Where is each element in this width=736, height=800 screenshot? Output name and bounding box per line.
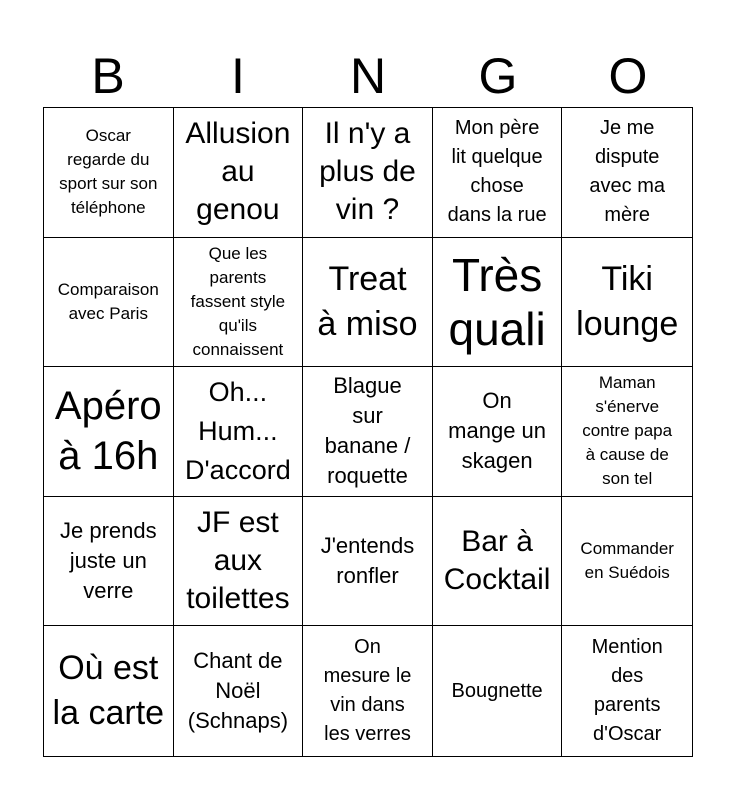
- bingo-cell[interactable]: [303, 626, 433, 756]
- cell-text: Oh... Hum... D'accord: [185, 376, 291, 485]
- cell-text: JF est aux toilettes: [186, 506, 290, 616]
- header-letter-b: B: [91, 48, 125, 104]
- cell-text: Très quali: [448, 248, 546, 355]
- cell-text: On mange un skagen: [448, 388, 547, 474]
- cell-text: Comparaison avec Paris: [57, 279, 159, 323]
- cell-text: Bougnette: [451, 679, 543, 702]
- cell-text: Je prends juste un verre: [59, 518, 157, 604]
- header-letter-o: O: [608, 48, 648, 104]
- bingo-cell[interactable]: [174, 238, 304, 368]
- cell-text: Que les parents fassent style qu'ils connaissent: [190, 243, 286, 359]
- bingo-cell[interactable]: [174, 626, 304, 756]
- cell-text: Bar à Cocktail: [443, 525, 551, 597]
- bingo-cell[interactable]: [562, 497, 692, 627]
- cell-text: Treat à miso: [317, 259, 418, 343]
- bingo-cell[interactable]: [562, 238, 692, 368]
- bingo-cell[interactable]: [433, 626, 563, 756]
- bingo-cell[interactable]: [44, 108, 174, 238]
- cell-text: On mesure le vin dans les verres: [323, 636, 412, 746]
- cell-text: Oscar regarde du sport sur son téléphone: [59, 126, 158, 218]
- cell-text: Chant de Noël (Schnaps): [187, 648, 289, 734]
- bingo-cell[interactable]: [44, 497, 174, 627]
- cell-text: Il n'y a plus de vin ?: [319, 117, 416, 227]
- header-letter-g: G: [478, 48, 518, 104]
- bingo-cell[interactable]: [433, 497, 563, 627]
- bingo-cell[interactable]: [174, 108, 304, 238]
- cell-text: Blague sur banane / roquette: [324, 373, 411, 489]
- bingo-grid: [43, 107, 693, 757]
- cell-text: Maman s'énerve contre papa à cause de son tel: [582, 373, 673, 489]
- bingo-cell[interactable]: [303, 497, 433, 627]
- cell-text: Apéro à 16h: [54, 384, 162, 479]
- bingo-cell[interactable]: [303, 367, 433, 497]
- bingo-cell[interactable]: [433, 238, 563, 368]
- bingo-cell[interactable]: [433, 108, 563, 238]
- bingo-cell[interactable]: [174, 497, 304, 627]
- header-letter-i: I: [231, 48, 245, 104]
- cell-text: Commander en Suédois: [580, 539, 674, 583]
- bingo-cell[interactable]: [303, 238, 433, 368]
- bingo-cell[interactable]: [562, 626, 692, 756]
- cell-text: Où est la carte: [52, 649, 165, 733]
- cell-text: Tiki lounge: [576, 259, 679, 343]
- bingo-cell[interactable]: [433, 367, 563, 497]
- bingo-cell[interactable]: [562, 108, 692, 238]
- cell-text: J'entends ronfler: [320, 533, 415, 589]
- bingo-cell[interactable]: [44, 626, 174, 756]
- bingo-header: [43, 48, 693, 104]
- bingo-cell[interactable]: [44, 238, 174, 368]
- bingo-cell[interactable]: [562, 367, 692, 497]
- header-letter-n: N: [349, 48, 387, 104]
- bingo-cell[interactable]: [303, 108, 433, 238]
- cell-text: Allusion au genou: [185, 117, 291, 227]
- cell-text: Mention des parents d'Oscar: [591, 636, 663, 746]
- bingo-cell[interactable]: [44, 367, 174, 497]
- bingo-cell[interactable]: [174, 367, 304, 497]
- cell-text: Mon père lit quelque chose dans la rue: [447, 117, 547, 227]
- cell-text: Je me dispute avec ma mère: [589, 117, 665, 227]
